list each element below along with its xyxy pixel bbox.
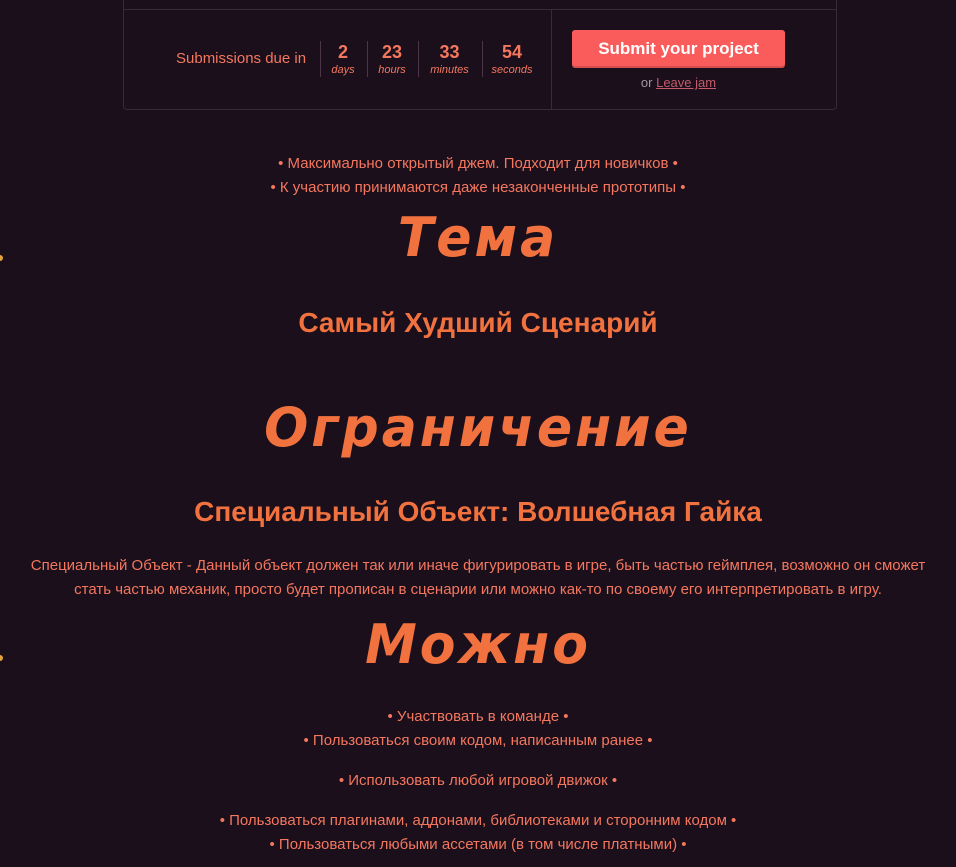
countdown-separator — [418, 41, 419, 77]
submissions-due-label: Submissions due in — [176, 50, 307, 67]
restriction-value: Специальный Объект: Волшебная Гайка — [194, 496, 762, 527]
countdown-hours — [367, 41, 417, 77]
countdown-minutes-value: 33 — [439, 42, 460, 62]
countdown-minutes — [418, 41, 481, 77]
countdown-panel — [123, 0, 837, 110]
panel-divider — [551, 9, 552, 109]
allowed-item: • Пользоваться плагинами, аддонами, библиотеками и сторонним кодом • — [219, 812, 737, 829]
restriction-heading: Ограничение — [264, 396, 692, 460]
countdown-seconds — [482, 41, 542, 77]
panel-divider-line — [124, 9, 836, 10]
countdown-separator — [320, 41, 321, 77]
countdown-seconds-label: seconds — [491, 64, 533, 76]
countdown-seconds-value: 54 — [501, 42, 523, 62]
restriction-description: Специальный Объект - Данный объект должен так или иначе фигурировать в игре, быть частью геймплея, возможно он сможет стать частью механик, просто будет прописан в сценарии или можно как-то по своему его интерпретировать в игру. — [30, 557, 926, 598]
allowed-item: • Пользоваться своим кодом, написанным ранее • — [303, 732, 653, 749]
countdown-days — [320, 41, 366, 77]
allowed-heading: Можно — [365, 613, 591, 677]
countdown-days-value: 2 — [337, 42, 348, 62]
leave-jam-link[interactable]: Leave jam — [656, 75, 717, 90]
countdown-minutes-label: minutes — [430, 64, 469, 76]
allowed-item: • Участвовать в команде • — [387, 708, 569, 725]
leave-jam-row — [572, 75, 785, 90]
theme-heading: Тема — [397, 206, 559, 270]
intro-line: • К участию принимаются даже незаконченные прототипы • — [270, 179, 686, 196]
allowed-item: • Использовать любой игровой движок • — [338, 772, 618, 789]
theme-value: Самый Худший Сценарий — [298, 307, 658, 338]
countdown-separator — [482, 41, 483, 77]
countdown-separator — [367, 41, 368, 77]
or-text: or — [640, 75, 653, 90]
allowed-item: • Пользоваться любыми ассетами (в том числе платными) • — [269, 836, 687, 853]
intro-line: • Максимально открытый джем. Подходит для новичков • — [278, 155, 678, 172]
countdown-days-label: days — [331, 64, 355, 76]
countdown-hours-value: 23 — [381, 42, 403, 62]
submit-project-button[interactable]: Submit your project — [572, 30, 785, 68]
countdown-hours-label: hours — [378, 64, 406, 76]
